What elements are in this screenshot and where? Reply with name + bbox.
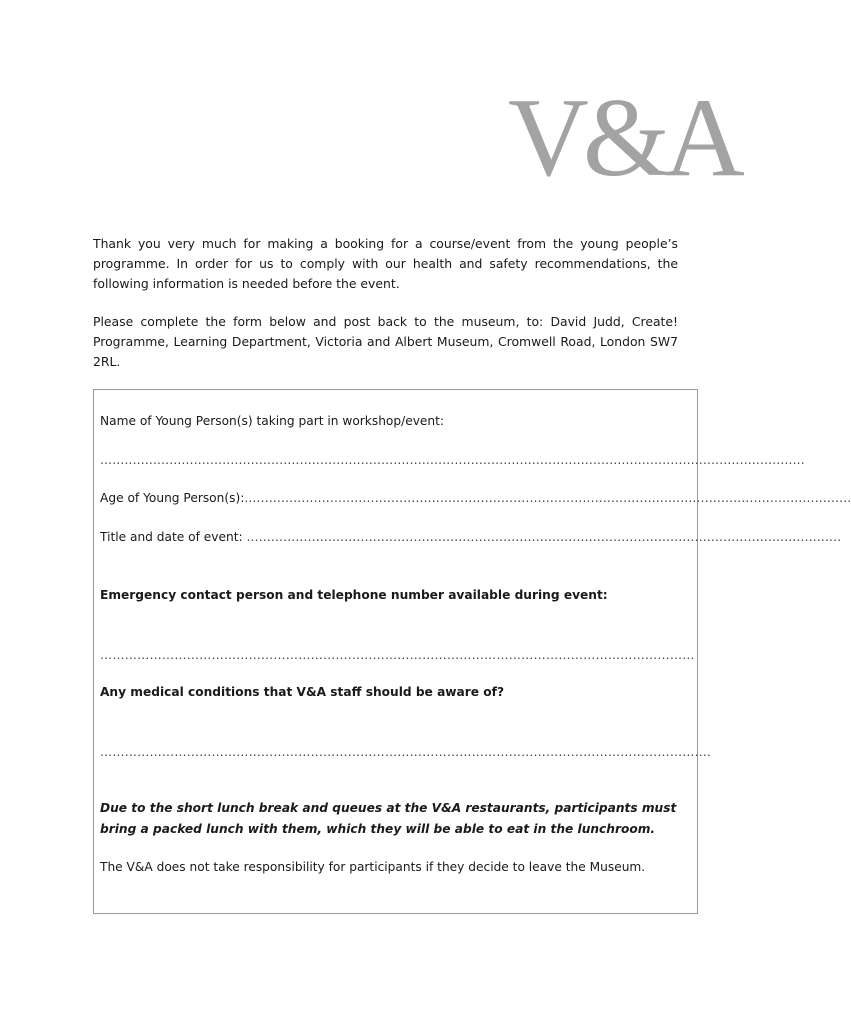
age-field[interactable] bbox=[100, 488, 851, 508]
name-field-line[interactable]: ............................................................................................................................................................................. bbox=[100, 453, 805, 467]
title-date-field-line[interactable]: .................................................................................................................................................. bbox=[246, 530, 842, 544]
postal-instructions-paragraph: Please complete the form below and post back to the museum, to: David Judd, Create! Programme, Learning Department, Victoria and Albert Museum, Cromwell Road, London SW7 2RL. bbox=[93, 314, 678, 369]
title-date-field-label: Title and date of event: bbox=[100, 530, 247, 544]
age-field-label: Age of Young Person(s): bbox=[100, 491, 245, 505]
responsibility-note: The V&A does not take responsibility for participants if they decide to leave the Museum. bbox=[100, 860, 646, 874]
emergency-contact-line[interactable]: ……………………………………………………………………………………………………………………………… bbox=[100, 648, 695, 662]
title-date-field[interactable] bbox=[100, 527, 842, 547]
va-logo: V&A bbox=[508, 76, 739, 200]
intro-paragraph: Thank you very much for making a booking for a course/event from the young people’s programme. In order for us to comply with our health and safety recommendations, the following information is needed before the event. bbox=[93, 236, 678, 291]
age-field-line[interactable]: ..................................................................................................................................................... bbox=[244, 491, 851, 505]
name-field-label: Name of Young Person(s) taking part in workshop/event: bbox=[100, 414, 445, 428]
packed-lunch-note: Due to the short lunch break and queues at the V&A restaurants, participants must bring a packed lunch with them, which they will be able to eat in the lunchroom. bbox=[100, 801, 677, 836]
medical-conditions-line[interactable]: …………………………………………………………………………………………………………………………………. bbox=[100, 745, 712, 759]
medical-conditions-label: Any medical conditions that V&A staff should be aware of? bbox=[100, 685, 505, 699]
emergency-contact-label: Emergency contact person and telephone number available during event: bbox=[100, 588, 608, 602]
